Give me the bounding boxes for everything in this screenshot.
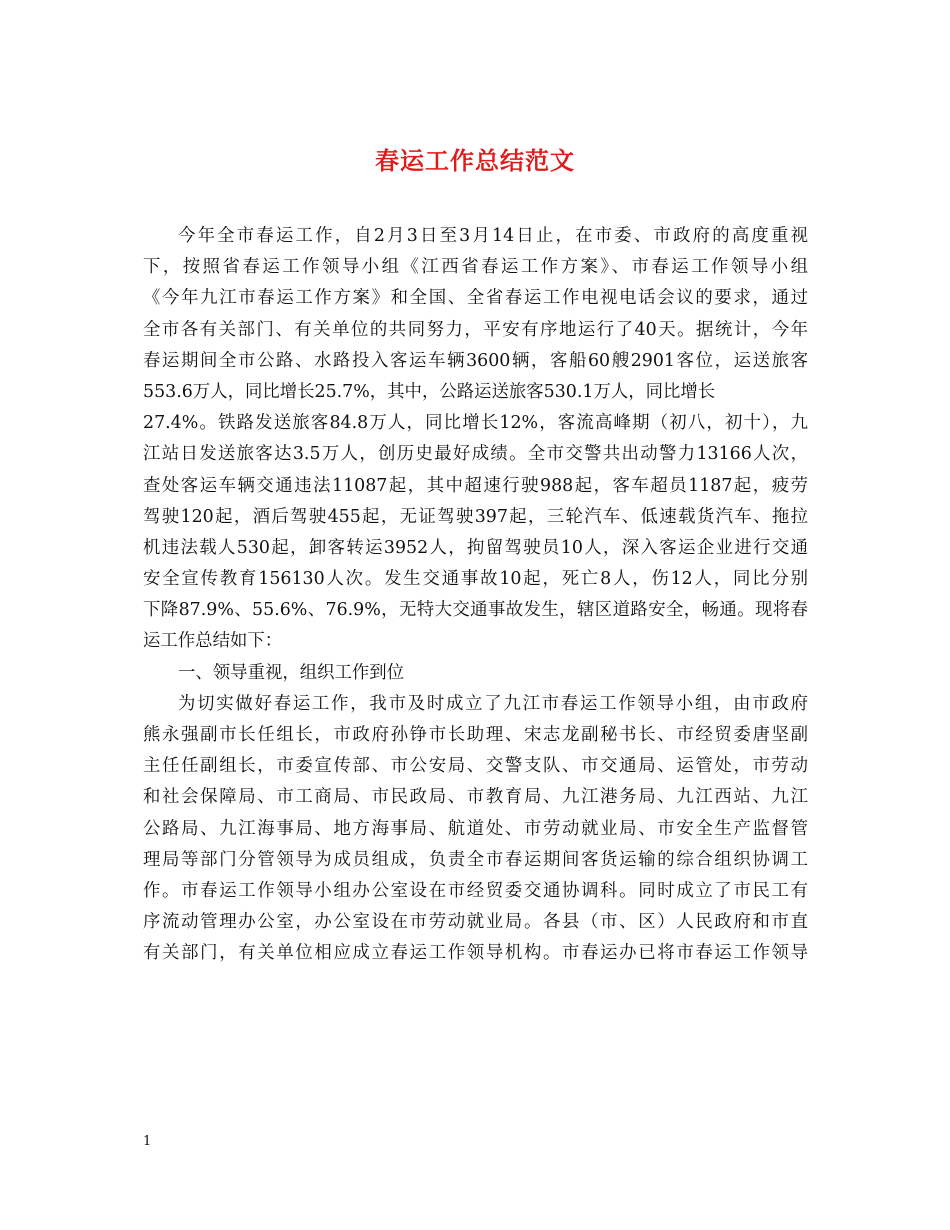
- paragraph-line: 今年全市春运工作，自2月3日至3月14日止，在市委、市政府的高度重视: [178, 226, 808, 246]
- section-heading: 一、领导重视，组织工作到位: [178, 662, 405, 683]
- paragraph-line: 下降87.9%、55.6%、76.9%，无特大交通事故发生，辖区道路安全，畅通。现将春: [143, 600, 808, 621]
- paragraph-line: 《今年九江市春运工作方案》和全国、全省春运工作电视电话会议的要求，通过: [143, 288, 808, 309]
- paragraph-line: 公路局、九江海事局、地方海事局、航道处、市劳动就业局、市安全生产监督管: [143, 818, 808, 839]
- paragraph-line: 下，按照省春运工作领导小组《江西省春运工作方案》、市春运工作领导小组: [143, 257, 808, 278]
- paragraph-line: 有关部门，有关单位相应成立春运工作领导机构。市春运办已将市春运工作领导: [143, 943, 808, 964]
- paragraph-line: 运工作总结如下：: [143, 631, 283, 652]
- paragraph-line: 和社会保障局、市工商局、市民政局、市教育局、九江港务局、九江西站、九江: [143, 787, 808, 808]
- paragraph-line: 理局等部门分管领导为成员组成，负责全市春运期间客货运输的综合组织协调工: [143, 849, 808, 870]
- paragraph-line: 机违法载人530起，卸客转运3952人，拘留驾驶员10人，深入客运企业进行交通: [143, 537, 808, 558]
- paragraph-line: 查处客运车辆交通违法11087起，其中超速行驶988起，客车超员1187起，疲劳: [143, 475, 808, 496]
- document-title: 春运工作总结范文: [375, 146, 575, 175]
- paragraph-line: 为切实做好春运工作，我市及时成立了九江市春运工作领导小组，由市政府: [178, 693, 808, 714]
- paragraph-line: 驾驶120起，酒后驾驶455起，无证驾驶397起，三轮汽车、低速载货汽车、拖拉: [143, 506, 808, 527]
- paragraph-line: 作。市春运工作领导小组办公室设在市经贸委交通协调科。同时成立了市民工有: [143, 880, 808, 901]
- paragraph-line: 安全宣传教育156130人次。发生交通事故10起，死亡8人，伤12人，同比分别: [143, 569, 808, 590]
- paragraph-line: 27.4%。铁路发送旅客84.8万人，同比增长12%，客流高峰期（初八，初十），九: [143, 413, 808, 434]
- paragraph-line: 全市各有关部门、有关单位的共同努力，平安有序地运行了40天。据统计，今年: [143, 319, 808, 340]
- paragraph-line: 553.6万人，同比增长25.7%，其中，公路运送旅客530.1万人，同比增长: [143, 381, 716, 402]
- paragraph-line: 江站日发送旅客达3.5万人，创历史最好成绩。全市交警共出动警力13166人次，: [143, 444, 808, 465]
- document-body: [143, 221, 808, 970]
- paragraph-line: 熊永强副市长任组长，市政府孙铮市长助理、宋志龙副秘书长、市经贸委唐坚副: [143, 725, 808, 745]
- paragraph-line: 春运期间全市公路、水路投入客运车辆3600辆，客船60艘2901客位，运送旅客: [143, 350, 808, 371]
- paragraph-line: 主任任副组长，市委宣传部、市公安局、交警支队、市交通局、运管处，市劳动: [143, 756, 808, 777]
- paragraph-line: 序流动管理办公室，办公室设在市劳动就业局。各县（市、区）人民政府和市直: [143, 912, 808, 933]
- page-number: 1: [143, 1134, 152, 1149]
